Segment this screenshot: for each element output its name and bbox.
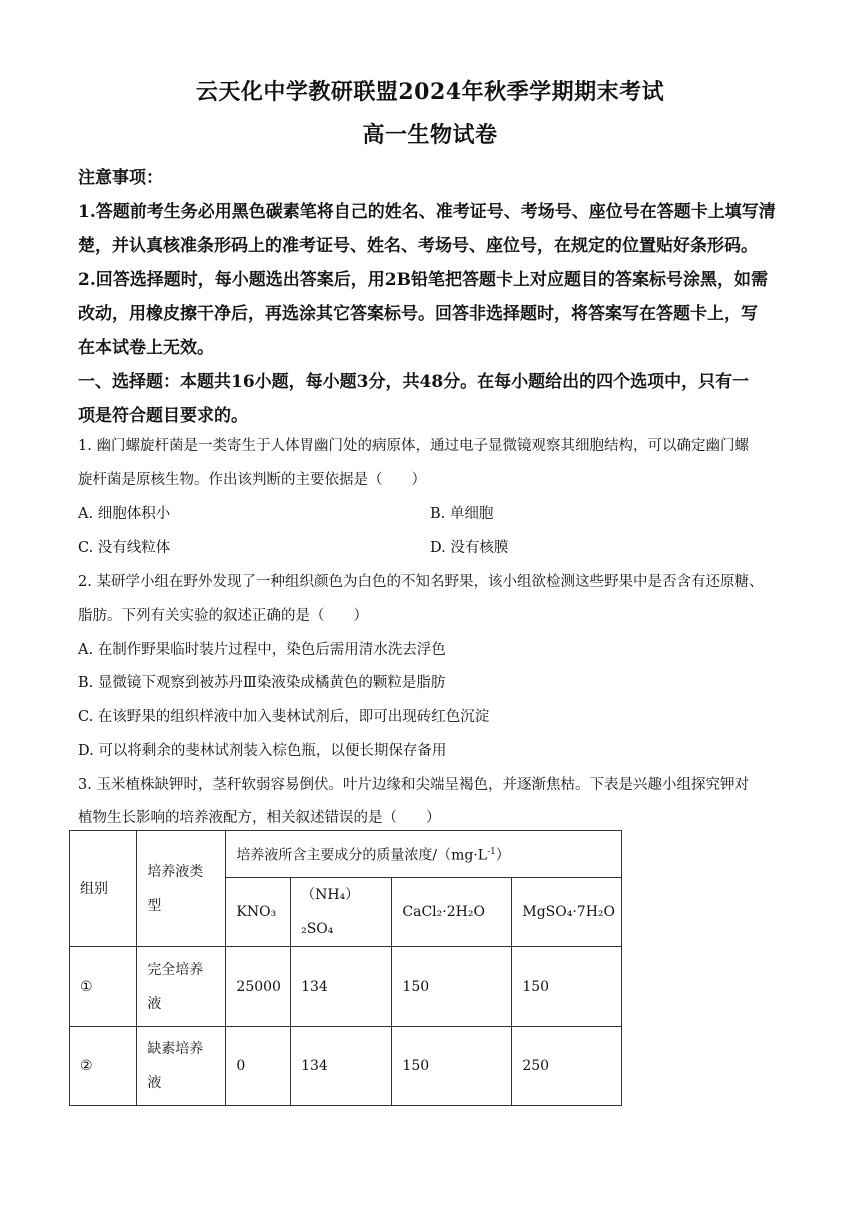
cell-nh4-so4: 134 (291, 1027, 392, 1106)
notice-item-2-line-1: 2.回答选择题时，每小题选出答案后，用2B铅笔把答题卡上对应题目的答案标号涂黑，如需 (78, 270, 768, 290)
cell-group: ② (70, 1027, 137, 1106)
cell-solution-type (137, 947, 226, 1027)
cell-mgso4: 250 (512, 1027, 622, 1106)
notice-item-2-line-2: 改动，用橡皮擦干净后，再选涂其它答案标号。回答非选择题时，将答案写在答题卡上，写 (78, 304, 758, 324)
header-solution-type (137, 831, 226, 947)
question-3-line-2: 植物生长影响的培养液配方，相关叙述错误的是（ ） (78, 810, 441, 826)
exam-subtitle: 高一生物试卷 (362, 122, 498, 148)
question-1-option-b: B. 单细胞 (430, 506, 494, 522)
cell-kno3: 25000 (226, 947, 291, 1027)
notice-heading: 注意事项： (78, 168, 163, 188)
question-1-option-a: A. 细胞体积小 (78, 506, 171, 522)
question-2-option-d: D. 可以将剩余的斐林试剂装入棕色瓶，以便长期保存备用 (78, 743, 447, 759)
question-2-line-1: 2. 某研学小组在野外发现了一种组织颜色为白色的不知名野果，该小组欲检测这些野果中是否含有还原糖、 (78, 574, 764, 590)
header-nh4-so4: （NH₄）₂SO₄ (291, 878, 392, 947)
header-solution-type-line-1: 培养液类 (147, 863, 204, 880)
cell-mgso4: 150 (512, 947, 622, 1027)
question-1-option-d: D. 没有核膜 (430, 540, 509, 556)
cell-nh4-so4: 134 (291, 947, 392, 1027)
question-2-option-b: B. 显微镜下观察到被苏丹Ⅲ染液染成橘黄色的颗粒是脂肪 (78, 675, 446, 691)
header-concentration-text: 培养液所含主要成分的质量浓度/（mg·L (236, 847, 488, 864)
table-row (70, 947, 622, 1027)
question-1-line-2: 旋杆菌是原核生物。作出该判断的主要依据是（ ） (78, 472, 426, 488)
cell-cacl2: 150 (392, 947, 512, 1027)
section-1-line-1: 一、选择题：本题共16小题，每小题3分，共48分。在每小题给出的四个选项中，只有一 (78, 372, 750, 392)
exam-title: 云天化中学教研联盟2024年秋季学期期末考试 (195, 79, 665, 105)
header-solution-type-line-2: 型 (147, 897, 162, 914)
cell-group: ① (70, 947, 137, 1027)
question-3-line-1: 3. 玉米植株缺钾时，茎秆软弱容易倒伏。叶片边缘和尖端呈褐色，并逐渐焦枯。下表是兴趣小组探究钾对 (78, 777, 749, 793)
notice-item-2-line-3: 在本试卷上无效。 (78, 338, 214, 358)
notice-item-1-line-2: 楚，并认真核准条形码上的准考证号、姓名、考场号、座位号，在规定的位置贴好条形码。 (78, 236, 758, 256)
cell-solution-type (137, 1027, 226, 1106)
cell-solution-type-line-1: 完全培养 (147, 961, 204, 978)
question-1-option-c: C. 没有线粒体 (78, 540, 171, 556)
cell-kno3: 0 (226, 1027, 291, 1106)
header-group: 组别 (70, 831, 137, 947)
question-1-line-1: 1. 幽门螺旋杆菌是一类寄生于人体胃幽门处的病原体，通过电子显微镜观察其细胞结构，可以确定幽门螺 (78, 438, 749, 454)
cell-cacl2: 150 (392, 1027, 512, 1106)
header-concentration-close: ） (495, 847, 510, 864)
header-concentration-exponent: -1 (487, 847, 496, 858)
header-mgso4: MgSO₄·7H₂O (512, 878, 622, 947)
nutrient-solution-table (69, 830, 622, 1106)
cell-solution-type-line-1: 缺素培养 (147, 1041, 204, 1057)
header-cacl2: CaCl₂·2H₂O (392, 878, 512, 947)
header-concentration (226, 831, 622, 878)
cell-solution-type-line-2: 液 (147, 1075, 162, 1091)
question-2-option-c: C. 在该野果的组织样液中加入斐林试剂后，即可出现砖红色沉淀 (78, 709, 490, 725)
header-kno3: KNO₃ (226, 878, 291, 947)
cell-solution-type-line-2: 液 (147, 995, 162, 1012)
question-2-line-2: 脂肪。下列有关实验的叙述正确的是（ ） (78, 608, 368, 624)
section-1-line-2: 项是符合题目要求的。 (78, 406, 248, 426)
notice-item-1-line-1: 1.答题前考生务必用黑色碳素笔将自己的姓名、准考证号、考场号、座位号在答题卡上填写清 (78, 202, 776, 222)
table-row (70, 1027, 622, 1106)
question-2-option-a: A. 在制作野果临时装片过程中，染色后需用清水洗去浮色 (78, 642, 446, 658)
